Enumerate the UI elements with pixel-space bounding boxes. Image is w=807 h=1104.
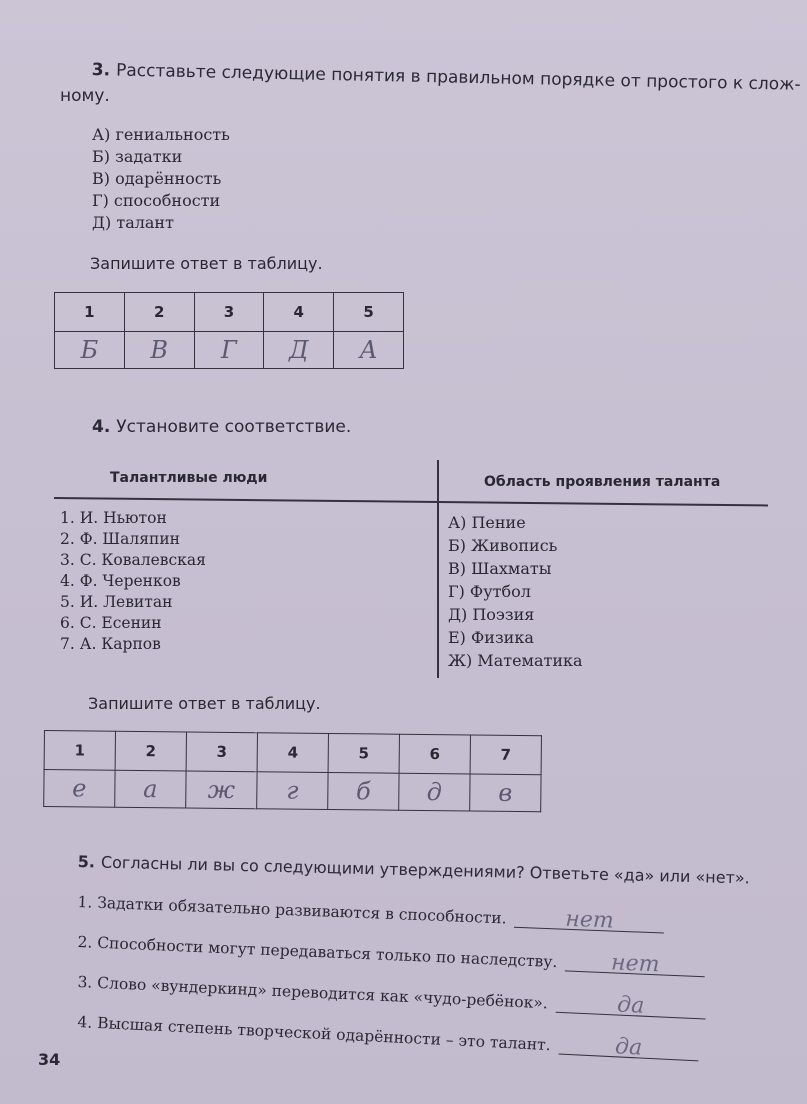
- area-item: А) Пение: [448, 513, 526, 532]
- page-number: 34: [38, 1050, 61, 1069]
- area-item: Д) Поэзия: [448, 605, 535, 624]
- task4-header-cell: 3: [186, 732, 258, 772]
- area-item: Б) Живопись: [448, 536, 558, 555]
- task3-header-cell: 2: [124, 293, 194, 332]
- task3-option-e: Д) талант: [92, 213, 174, 232]
- task3-answer-cell[interactable]: Д: [264, 332, 334, 369]
- statement-text: 4. Высшая степень творческой одарённости – это талант.: [77, 1012, 552, 1055]
- person-item: 2. Ф. Шаляпин: [60, 530, 180, 548]
- task5-heading: [78, 852, 750, 887]
- statement-text: 2. Способности могут передаваться только по наследству.: [77, 932, 558, 972]
- person-item: 3. С. Ковалевская: [60, 551, 206, 569]
- task4-answer-cell[interactable]: г: [257, 772, 328, 810]
- person-item: 1. И. Ньютон: [60, 509, 167, 527]
- answer-blank[interactable]: да: [555, 994, 706, 1020]
- match-right-header: Область проявления таланта: [484, 474, 721, 490]
- task3-option-a: А) гениальность: [92, 125, 230, 144]
- task4-heading: [92, 417, 351, 437]
- task5-text: Согласны ли вы со следующими утверждениями? Ответьте «да» или «нет».: [100, 852, 751, 888]
- match-divider-horizontal: [54, 497, 768, 506]
- task4-answer-row: [44, 770, 541, 812]
- person-item: 5. И. Левитан: [60, 593, 173, 611]
- task3-option-b: Б) задатки: [92, 147, 183, 166]
- answer-blank[interactable]: да: [558, 1036, 699, 1062]
- task4-header-cell: 4: [257, 733, 328, 773]
- task3-note: Запишите ответ в таблицу.: [90, 254, 323, 273]
- task3-text-line1: Расставьте следующие понятия в правильном порядке от простого к слож-: [115, 60, 801, 95]
- match-left-header: Талантливые люди: [110, 470, 268, 486]
- task4-answer-cell[interactable]: д: [399, 773, 470, 811]
- task3-answer-row: [55, 332, 404, 369]
- task4-header-cell: 2: [115, 731, 186, 771]
- task4-answer-cell[interactable]: б: [328, 772, 399, 810]
- statement-text: 3. Слово «вундеркинд» переводится как «чудо-ребёнок».: [77, 972, 549, 1013]
- task3-header-cell: 1: [55, 293, 125, 332]
- statement-4: [77, 1012, 699, 1061]
- task4-header-cell: 7: [470, 735, 541, 775]
- statement-1: [77, 892, 665, 934]
- task4-answer-table: [43, 730, 542, 812]
- task3-answer-cell[interactable]: Г: [194, 332, 264, 369]
- task4-answer-cell[interactable]: в: [470, 774, 541, 812]
- task3-header-cell: 5: [334, 293, 404, 332]
- task3-answer-cell[interactable]: В: [124, 332, 194, 369]
- statement-text: 1. Задатки обязательно развиваются в способности.: [77, 892, 507, 928]
- area-item: Ж) Математика: [448, 651, 583, 670]
- task3-answer-cell[interactable]: Б: [55, 332, 125, 369]
- answer-blank[interactable]: нет: [565, 952, 706, 977]
- task3-option-c: В) одарённость: [92, 169, 222, 188]
- task3-number: 3.: [91, 60, 111, 81]
- area-item: Е) Физика: [448, 628, 534, 647]
- area-item: Г) Футбол: [448, 582, 531, 601]
- task4-answer-cell[interactable]: ж: [186, 771, 258, 809]
- task3-header-cell: 4: [264, 293, 334, 332]
- task3-heading: [92, 60, 801, 95]
- person-item: 7. А. Карпов: [60, 635, 161, 653]
- task3-header-row: [55, 293, 404, 332]
- statement-2: [77, 932, 705, 977]
- task4-text: Установите соответствие.: [116, 417, 352, 437]
- task4-header-row: [44, 731, 541, 775]
- task3-answer-table: [54, 292, 404, 369]
- task3-option-d: Г) способности: [92, 191, 221, 210]
- answer-blank[interactable]: нет: [514, 909, 665, 934]
- task4-header-cell: 1: [44, 731, 115, 771]
- person-item: 6. С. Есенин: [60, 614, 162, 632]
- task3-text-line2: ному.: [60, 86, 110, 106]
- task4-header-cell: 6: [399, 734, 470, 774]
- task4-answer-cell[interactable]: а: [115, 770, 186, 808]
- task4-header-cell: 5: [328, 733, 399, 773]
- match-divider-vertical: [437, 460, 439, 678]
- areas-list: [448, 511, 583, 672]
- people-list: [60, 508, 206, 655]
- task4-answer-cell[interactable]: е: [44, 770, 115, 808]
- person-item: 4. Ф. Черенков: [60, 572, 181, 590]
- task3-header-cell: 3: [194, 293, 264, 332]
- task5-number: 5.: [77, 852, 96, 872]
- task3-answer-cell[interactable]: А: [334, 332, 404, 369]
- statement-3: [77, 972, 706, 1020]
- task4-note: Запишите ответ в таблицу.: [88, 694, 321, 713]
- task4-number: 4.: [92, 417, 111, 437]
- area-item: В) Шахматы: [448, 559, 552, 578]
